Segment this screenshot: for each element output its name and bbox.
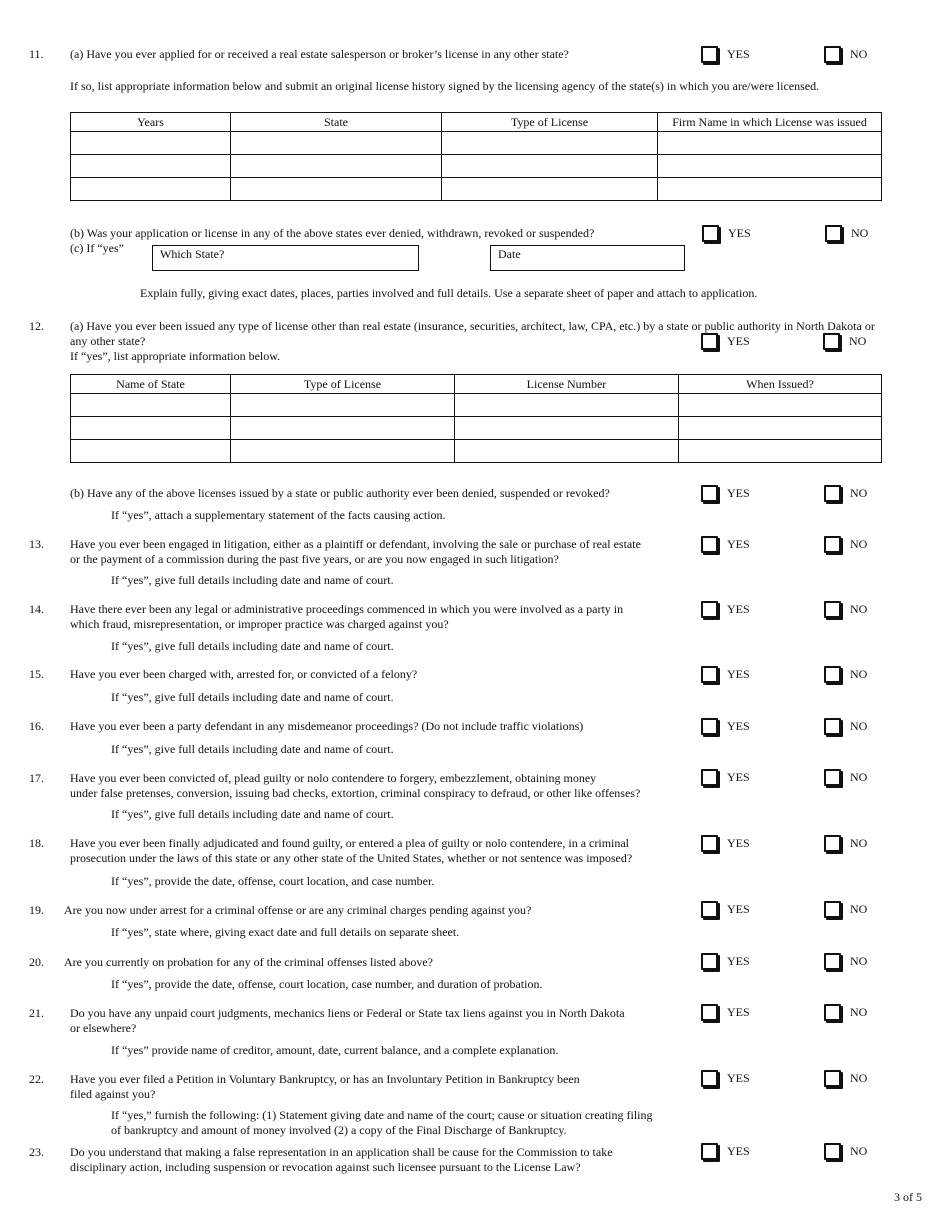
table-cell[interactable]: [71, 178, 231, 201]
checkbox-icon: [701, 953, 718, 970]
q22-followup: [111, 1108, 653, 1138]
q23-text: [70, 1145, 613, 1175]
q12a-text-line3: If “yes”, list appropriate information below.: [70, 349, 281, 363]
checkbox-icon: [824, 1004, 841, 1021]
table-cell[interactable]: [71, 394, 231, 417]
q18-text: [70, 836, 632, 866]
table-cell[interactable]: [455, 417, 679, 440]
table-header-state: State: [231, 113, 442, 132]
table-cell[interactable]: [231, 394, 455, 417]
q18-number: 18.: [29, 836, 44, 850]
checkbox-icon: [823, 333, 840, 350]
q15-followup: If “yes”, give full details including date and name of court.: [111, 690, 394, 704]
table-cell[interactable]: [658, 155, 882, 178]
checkbox-icon: [701, 835, 718, 852]
q21-line1: Do you have any unpaid court judgments, mechanics liens or Federal or State tax liens against you in North Dakota: [70, 1006, 625, 1020]
table-row: [71, 178, 882, 201]
table-header-number: License Number: [455, 375, 679, 394]
date-label: Date: [498, 247, 521, 261]
q15-line1: Have you ever been charged with, arrested for, or convicted of a felony?: [70, 667, 418, 681]
q11a-text: (a) Have you ever applied for or received a real estate salesperson or broker’s license in any other state?: [70, 47, 569, 61]
no-label: NO: [850, 47, 868, 61]
q11-license-table: [70, 112, 882, 201]
yes-label: YES: [727, 537, 750, 551]
table-row: [71, 440, 882, 463]
table-header-firm: Firm Name in which License was issued: [658, 113, 882, 132]
no-label: NO: [850, 902, 868, 916]
q12a-text-line2: any other state?: [70, 334, 146, 348]
no-label: NO: [851, 226, 869, 240]
table-cell[interactable]: [231, 178, 442, 201]
no-label: NO: [850, 1144, 868, 1158]
q12b-text: (b) Have any of the above licenses issued by a state or public authority ever been denied, suspended or revoked?: [70, 486, 610, 500]
q12-number: 12.: [29, 319, 44, 333]
checkbox-icon: [701, 485, 718, 502]
q22-followup-line1: If “yes,” furnish the following: (1) Statement giving date and name of the court; cause or situation creating filing: [111, 1108, 653, 1122]
table-header-state: Name of State: [71, 375, 231, 394]
checkbox-icon: [701, 601, 718, 618]
checkbox-icon: [701, 1070, 718, 1087]
no-label: NO: [850, 954, 868, 968]
checkbox-icon: [824, 601, 841, 618]
table-header-type: Type of License: [442, 113, 658, 132]
q15-number: 15.: [29, 667, 44, 681]
checkbox-icon: [824, 46, 841, 63]
q14-line1: Have there ever been any legal or administrative proceedings commenced in which you were involved as a party in: [70, 602, 624, 616]
table-cell[interactable]: [679, 394, 882, 417]
table-cell[interactable]: [231, 440, 455, 463]
yes-label: YES: [727, 1144, 750, 1158]
table-row: [71, 394, 882, 417]
checkbox-icon: [824, 536, 841, 553]
no-label: NO: [850, 1005, 868, 1019]
table-cell[interactable]: [71, 155, 231, 178]
q16-number: 16.: [29, 719, 44, 733]
q11c-text: (c) If “yes”: [70, 241, 124, 255]
q11-explain: Explain fully, giving exact dates, places, parties involved and full details. Use a separate sheet of paper and attach to application.: [140, 286, 758, 300]
checkbox-icon: [701, 718, 718, 735]
date-field[interactable]: [490, 245, 685, 271]
q11b-text: (b) Was your application or license in any of the above states ever denied, withdrawn, revoked or suspended?: [70, 226, 595, 240]
checkbox-icon: [701, 666, 718, 683]
q16-text: [70, 719, 583, 734]
q12a-text-line1: (a) Have you ever been issued any type of license other than real estate (insurance, securities, architect, law, CPA, etc.) by a state or public authority in North Dakota or: [70, 319, 875, 333]
table-cell[interactable]: [231, 132, 442, 155]
which-state-label: Which State?: [160, 247, 225, 261]
q14-line2: which fraud, misrepresentation, or improper practice was charged against you?: [70, 617, 449, 631]
checkbox-icon: [701, 901, 718, 918]
q20-number: 20.: [29, 955, 44, 969]
q18-line1: Have you ever been finally adjudicated and found guilty, or entered a plea of guilty or nolo contendere, in a criminal: [70, 836, 630, 850]
no-label: NO: [850, 602, 868, 616]
table-header-type: Type of License: [231, 375, 455, 394]
table-cell[interactable]: [71, 440, 231, 463]
yes-label: YES: [727, 602, 750, 616]
page-number: 3 of 5: [894, 1190, 922, 1204]
q12-license-table: [70, 374, 882, 463]
q21-number: 21.: [29, 1006, 44, 1020]
table-cell[interactable]: [71, 417, 231, 440]
table-cell[interactable]: [71, 132, 231, 155]
yes-label: YES: [727, 954, 750, 968]
table-cell[interactable]: [442, 132, 658, 155]
checkbox-icon: [824, 901, 841, 918]
q11-instruction: If so, list appropriate information below and submit an original license history signed by the licensing agency of the state(s) in which you are/were licensed.: [70, 79, 820, 93]
q21-text: [70, 1006, 625, 1036]
table-cell[interactable]: [231, 417, 455, 440]
q21-line2: or elsewhere?: [70, 1021, 137, 1035]
checkbox-icon: [701, 333, 718, 350]
q22-followup-line2: of bankruptcy and amount of money involved (2) a copy of the Final Discharge of Bankruptcy.: [111, 1123, 567, 1137]
no-label: NO: [850, 770, 868, 784]
table-header-years: Years: [71, 113, 231, 132]
q20-line1: Are you currently on probation for any of the criminal offenses listed above?: [64, 955, 433, 969]
table-header-issued: When Issued?: [679, 375, 882, 394]
yes-label: YES: [727, 770, 750, 784]
q12b-followup: If “yes”, attach a supplementary statement of the facts causing action.: [111, 508, 446, 522]
q11-number: 11.: [29, 47, 44, 61]
checkbox-icon: [824, 485, 841, 502]
q13-line2: or the payment of a commission during the past five years, or are you now engaged in such litigation?: [70, 552, 559, 566]
checkbox-icon: [824, 953, 841, 970]
yes-label: YES: [727, 486, 750, 500]
q21-followup: If “yes” provide name of creditor, amount, date, current balance, and a complete explanation.: [111, 1043, 559, 1057]
table-cell[interactable]: [442, 178, 658, 201]
checkbox-icon: [824, 1070, 841, 1087]
q23-line2: disciplinary action, including suspension or revocation against such licensee pursuant to the License Law?: [70, 1160, 581, 1174]
checkbox-icon: [701, 46, 718, 63]
q13-followup: If “yes”, give full details including date and name of court.: [111, 573, 394, 587]
no-label: NO: [849, 334, 867, 348]
which-state-field[interactable]: [152, 245, 419, 271]
q19-followup: If “yes”, state where, giving exact date and full details on separate sheet.: [111, 925, 460, 939]
q16-followup: If “yes”, give full details including date and name of court.: [111, 742, 394, 756]
table-cell[interactable]: [679, 417, 882, 440]
q17-line2: under false pretenses, conversion, issuing bad checks, extortion, criminal conspiracy to defraud, or other like offenses?: [70, 786, 641, 800]
q13-line1: Have you ever been engaged in litigation, either as a plaintiff or defendant, involving the sale or purchase of real estate: [70, 537, 641, 551]
no-label: NO: [850, 667, 868, 681]
q22-line1: Have you ever filed a Petition in Voluntary Bankruptcy, or has an Involuntary Petition in Bankruptcy been: [70, 1072, 580, 1086]
checkbox-icon: [701, 769, 718, 786]
no-label: NO: [850, 836, 868, 850]
q23-number: 23.: [29, 1145, 44, 1159]
q23-line1: Do you understand that making a false representation in an application shall be cause for the Commission to take: [70, 1145, 613, 1159]
table-cell[interactable]: [658, 178, 882, 201]
table-cell[interactable]: [455, 394, 679, 417]
yes-label: YES: [727, 47, 750, 61]
no-label: NO: [850, 537, 868, 551]
checkbox-icon: [824, 666, 841, 683]
q17-text: [70, 771, 640, 801]
q13-text: [70, 537, 641, 567]
table-row: [71, 155, 882, 178]
q14-text: [70, 602, 623, 632]
table-cell[interactable]: [455, 440, 679, 463]
table-cell[interactable]: [442, 155, 658, 178]
checkbox-icon: [825, 225, 842, 242]
q14-followup: If “yes”, give full details including date and name of court.: [111, 639, 394, 653]
q19-number: 19.: [29, 903, 44, 917]
checkbox-icon: [824, 769, 841, 786]
checkbox-icon: [824, 718, 841, 735]
table-cell[interactable]: [231, 155, 442, 178]
q18-line2: prosecution under the laws of this state or any other state of the United States, whether or not sentence was imposed?: [70, 851, 633, 865]
q20-text: [64, 955, 433, 970]
checkbox-icon: [701, 1143, 718, 1160]
yes-label: YES: [727, 902, 750, 916]
q22-line2: filed against you?: [70, 1087, 156, 1101]
q15-text: [70, 667, 417, 682]
q16-line1: Have you ever been a party defendant in any misdemeanor proceedings? (Do not include traffic violations): [70, 719, 584, 733]
q19-line1: Are you now under arrest for a criminal offense or are any criminal charges pending against you?: [64, 903, 532, 917]
table-row: [71, 132, 882, 155]
no-label: NO: [850, 486, 868, 500]
yes-label: YES: [727, 719, 750, 733]
table-cell[interactable]: [679, 440, 882, 463]
q20-followup: If “yes”, provide the date, offense, court location, case number, and duration of probation.: [111, 977, 543, 991]
checkbox-icon: [824, 1143, 841, 1160]
yes-label: YES: [727, 1071, 750, 1085]
table-row: [71, 417, 882, 440]
q18-followup: If “yes”, provide the date, offense, court location, and case number.: [111, 874, 435, 888]
yes-label: YES: [727, 334, 750, 348]
q19-text: [64, 903, 531, 918]
q17-line1: Have you ever been convicted of, plead guilty or nolo contendere to forgery, embezzlement, obtaining money: [70, 771, 597, 785]
checkbox-icon: [824, 835, 841, 852]
q13-number: 13.: [29, 537, 44, 551]
yes-label: YES: [727, 667, 750, 681]
checkbox-icon: [701, 1004, 718, 1021]
q17-followup: If “yes”, give full details including date and name of court.: [111, 807, 394, 821]
q22-text: [70, 1072, 580, 1102]
no-label: NO: [850, 1071, 868, 1085]
checkbox-icon: [701, 536, 718, 553]
q17-number: 17.: [29, 771, 44, 785]
yes-label: YES: [728, 226, 751, 240]
checkbox-icon: [702, 225, 719, 242]
yes-label: YES: [727, 1005, 750, 1019]
q14-number: 14.: [29, 602, 44, 616]
q22-number: 22.: [29, 1072, 44, 1086]
table-cell[interactable]: [658, 132, 882, 155]
no-label: NO: [850, 719, 868, 733]
yes-label: YES: [727, 836, 750, 850]
